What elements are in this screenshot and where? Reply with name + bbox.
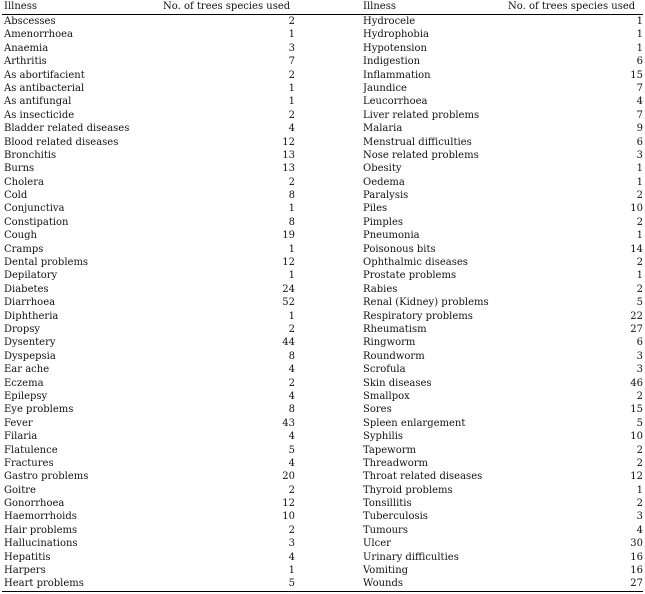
illness-table xyxy=(2,0,643,592)
illness-name-left: Fever xyxy=(4,417,33,429)
table-row xyxy=(2,95,643,108)
species-count-right: 3 xyxy=(636,364,643,376)
species-count-right: 1 xyxy=(636,484,643,496)
species-count-right: 2 xyxy=(636,216,643,228)
species-count-left: 1 xyxy=(288,96,295,108)
species-count-right: 22 xyxy=(630,310,643,322)
species-count-right: 7 xyxy=(636,82,643,94)
species-count-right: 1 xyxy=(636,29,643,41)
species-count-left: 4 xyxy=(288,457,295,469)
species-count-left: 4 xyxy=(288,123,295,135)
illness-name-right: Tonsillitis xyxy=(363,498,412,510)
header-count-right: No. of trees species used xyxy=(508,1,636,12)
species-count-left: 8 xyxy=(288,190,295,202)
table-row xyxy=(2,577,643,590)
header-illness-left: Illness xyxy=(4,1,37,12)
illness-name-right: Renal (Kidney) problems xyxy=(363,297,489,309)
illness-name-left: Cold xyxy=(4,190,28,202)
species-count-right: 1 xyxy=(636,16,643,27)
table-row xyxy=(2,202,643,215)
species-count-right: 1 xyxy=(636,176,643,188)
table-row xyxy=(2,417,643,430)
illness-name-right: Indigestion xyxy=(363,56,421,68)
illness-name-right: Threadworm xyxy=(363,457,429,469)
species-count-left: 3 xyxy=(288,538,295,550)
illness-name-left: Dysentery xyxy=(4,337,56,349)
illness-name-left: Hair problems xyxy=(4,524,78,536)
illness-name-right: Ringworm xyxy=(363,337,416,349)
header-count-left: No. of trees species used xyxy=(163,1,291,12)
illness-name-right: Ophthalmic diseases xyxy=(363,257,468,269)
species-count-left: 2 xyxy=(288,524,295,536)
species-count-right: 1 xyxy=(636,42,643,54)
species-count-left: 4 xyxy=(288,390,295,402)
table-row xyxy=(2,323,643,336)
species-count-left: 2 xyxy=(288,69,295,81)
illness-name-right: Leucorrhoea xyxy=(363,96,428,108)
illness-name-right: Pimples xyxy=(363,216,404,228)
species-count-right: 15 xyxy=(630,69,643,81)
table-row xyxy=(2,524,643,537)
illness-name-right: Pneumonia xyxy=(363,230,420,242)
species-count-left: 13 xyxy=(282,163,295,175)
table-row xyxy=(2,162,643,175)
table-row xyxy=(2,216,643,229)
table-row xyxy=(2,42,643,55)
table-row xyxy=(2,564,643,577)
illness-name-right: Ulcer xyxy=(363,538,391,550)
illness-name-right: Rabies xyxy=(363,283,398,295)
table-row xyxy=(2,457,643,470)
table-row xyxy=(2,55,643,68)
species-count-left: 2 xyxy=(288,484,295,496)
illness-name-left: Cramps xyxy=(4,243,44,255)
illness-name-right: Paralysis xyxy=(363,190,409,202)
illness-name-right: Syphilis xyxy=(363,431,404,443)
illness-name-left: Diarrhoea xyxy=(4,297,56,309)
illness-name-right: Liver related problems xyxy=(363,109,480,121)
illness-name-right: Hypotension xyxy=(363,42,427,54)
species-count-right: 6 xyxy=(636,56,643,68)
species-count-left: 44 xyxy=(282,337,295,349)
species-count-left: 12 xyxy=(282,136,295,148)
species-count-left: 8 xyxy=(288,350,295,362)
illness-name-left: Depilatory xyxy=(4,270,58,282)
illness-name-left: Gastro problems xyxy=(4,471,89,483)
species-count-left: 2 xyxy=(288,109,295,121)
illness-name-left: Eye problems xyxy=(4,404,74,416)
illness-name-right: Jaundice xyxy=(363,82,407,94)
table-row xyxy=(2,350,643,363)
illness-name-left: As abortifacient xyxy=(4,69,85,81)
illness-name-left: Eczema xyxy=(4,377,44,389)
species-count-right: 16 xyxy=(630,551,643,563)
illness-name-left: Cholera xyxy=(4,176,44,188)
illness-name-right: Piles xyxy=(363,203,388,215)
illness-name-right: Tumours xyxy=(363,524,408,536)
table-row xyxy=(2,256,643,269)
illness-name-left: Dyspepsia xyxy=(4,350,56,362)
species-count-left: 2 xyxy=(288,16,295,27)
illness-name-right: Smallpox xyxy=(363,390,410,402)
illness-name-right: Malaria xyxy=(363,123,403,135)
table-row xyxy=(2,269,643,282)
table-row xyxy=(2,189,643,202)
illness-name-left: As antibacterial xyxy=(4,82,85,94)
illness-name-right: Inflammation xyxy=(363,69,431,81)
illness-name-right: Tuberculosis xyxy=(363,511,428,523)
illness-name-right: Nose related problems xyxy=(363,149,479,161)
illness-name-left: Bladder related diseases xyxy=(4,123,130,135)
species-count-left: 4 xyxy=(288,431,295,443)
illness-name-left: Diabetes xyxy=(4,283,49,295)
illness-name-left: Fractures xyxy=(4,457,54,469)
species-count-right: 4 xyxy=(636,524,643,536)
species-count-left: 2 xyxy=(288,176,295,188)
table-row xyxy=(2,470,643,483)
species-count-right: 10 xyxy=(630,431,643,443)
species-count-right: 3 xyxy=(636,149,643,161)
table-row xyxy=(2,229,643,242)
species-count-left: 4 xyxy=(288,364,295,376)
species-count-right: 2 xyxy=(636,444,643,456)
illness-name-left: Amenorrhoea xyxy=(4,29,73,41)
table-row xyxy=(2,109,643,122)
illness-name-right: Vomiting xyxy=(363,565,409,577)
species-count-right: 14 xyxy=(630,243,643,255)
illness-name-right: Prostate problems xyxy=(363,270,457,282)
species-count-left: 19 xyxy=(282,230,295,242)
illness-name-right: Obesity xyxy=(363,163,402,175)
header-illness-right: Illness xyxy=(363,1,396,12)
species-count-left: 2 xyxy=(288,323,295,335)
illness-name-right: Tapeworm xyxy=(363,444,417,456)
table-row xyxy=(2,537,643,550)
illness-name-left: Arthritis xyxy=(4,56,47,68)
species-count-right: 1 xyxy=(636,270,643,282)
illness-name-left: Ear ache xyxy=(4,364,50,376)
illness-name-left: Blood related diseases xyxy=(4,136,119,148)
species-count-right: 9 xyxy=(636,123,643,135)
species-count-right: 2 xyxy=(636,190,643,202)
illness-name-right: Hydrocele xyxy=(363,16,416,27)
species-count-left: 5 xyxy=(288,444,295,456)
illness-name-right: Sores xyxy=(363,404,392,416)
species-count-right: 6 xyxy=(636,337,643,349)
table-row xyxy=(2,484,643,497)
illness-name-left: Haemorrhoids xyxy=(4,511,77,523)
illness-name-right: Thyroid problems xyxy=(363,484,453,496)
table-row xyxy=(2,310,643,323)
species-count-left: 1 xyxy=(288,310,295,322)
table-row xyxy=(2,363,643,376)
species-count-left: 1 xyxy=(288,243,295,255)
table-row xyxy=(2,430,643,443)
table-row xyxy=(2,510,643,523)
species-count-left: 1 xyxy=(288,29,295,41)
species-count-left: 4 xyxy=(288,551,295,563)
table-body xyxy=(2,15,643,591)
table-row xyxy=(2,82,643,95)
species-count-right: 10 xyxy=(630,203,643,215)
illness-name-right: Wounds xyxy=(363,578,404,590)
illness-name-right: Respiratory problems xyxy=(363,310,473,322)
species-count-left: 20 xyxy=(282,471,295,483)
species-count-left: 8 xyxy=(288,216,295,228)
illness-name-left: Cough xyxy=(4,230,37,242)
species-count-left: 1 xyxy=(288,82,295,94)
species-count-left: 10 xyxy=(282,511,295,523)
species-count-right: 2 xyxy=(636,257,643,269)
table-row xyxy=(2,136,643,149)
species-count-right: 15 xyxy=(630,404,643,416)
species-count-right: 2 xyxy=(636,283,643,295)
table-row xyxy=(2,390,643,403)
illness-name-right: Roundworm xyxy=(363,350,425,362)
species-count-left: 8 xyxy=(288,404,295,416)
table-row xyxy=(2,15,643,28)
illness-name-right: Menstrual difficulties xyxy=(363,136,472,148)
illness-name-right: Urinary difficulties xyxy=(363,551,459,563)
illness-name-right: Poisonous bits xyxy=(363,243,436,255)
illness-name-left: Burns xyxy=(4,163,35,175)
species-count-left: 1 xyxy=(288,203,295,215)
species-count-right: 7 xyxy=(636,109,643,121)
table-row xyxy=(2,551,643,564)
species-count-left: 13 xyxy=(282,149,295,161)
table-row xyxy=(2,377,643,390)
table-row xyxy=(2,444,643,457)
illness-name-right: Scrofula xyxy=(363,364,406,376)
table-row xyxy=(2,69,643,82)
species-count-left: 5 xyxy=(288,578,295,590)
table-row xyxy=(2,336,643,349)
species-count-left: 7 xyxy=(288,56,295,68)
species-count-right: 12 xyxy=(630,471,643,483)
species-count-right: 2 xyxy=(636,390,643,402)
species-count-right: 2 xyxy=(636,457,643,469)
species-count-right: 5 xyxy=(636,297,643,309)
illness-name-left: Epilepsy xyxy=(4,390,48,402)
illness-name-left: Conjunctiva xyxy=(4,203,65,215)
illness-name-left: Harpers xyxy=(4,565,46,577)
illness-name-right: Oedema xyxy=(363,176,405,188)
species-count-right: 1 xyxy=(636,163,643,175)
illness-name-left: Goitre xyxy=(4,484,36,496)
table-row xyxy=(2,122,643,135)
bottom-rule xyxy=(2,591,643,592)
illness-name-left: Heart problems xyxy=(4,578,84,590)
species-count-right: 27 xyxy=(630,323,643,335)
table-row xyxy=(2,176,643,189)
illness-name-left: Anaemia xyxy=(4,42,49,54)
illness-name-left: Filaria xyxy=(4,431,38,443)
table-row xyxy=(2,283,643,296)
species-count-left: 1 xyxy=(288,270,295,282)
species-count-right: 46 xyxy=(630,377,643,389)
species-count-left: 3 xyxy=(288,42,295,54)
table-row xyxy=(2,149,643,162)
species-count-right: 3 xyxy=(636,511,643,523)
species-count-right: 4 xyxy=(636,96,643,108)
table-row xyxy=(2,243,643,256)
illness-name-left: Gonorrhoea xyxy=(4,498,65,510)
table-row xyxy=(2,403,643,416)
illness-name-right: Rheumatism xyxy=(363,323,427,335)
species-count-left: 52 xyxy=(282,297,295,309)
illness-name-left: As antifungal xyxy=(4,96,72,108)
illness-name-left: Dental problems xyxy=(4,257,89,269)
illness-name-left: Bronchitis xyxy=(4,149,57,161)
species-count-right: 5 xyxy=(636,417,643,429)
species-count-right: 1 xyxy=(636,230,643,242)
species-count-right: 2 xyxy=(636,498,643,510)
species-count-right: 3 xyxy=(636,350,643,362)
illness-name-left: Hallucinations xyxy=(4,538,78,550)
species-count-left: 12 xyxy=(282,498,295,510)
table-row xyxy=(2,497,643,510)
species-count-left: 24 xyxy=(282,283,295,295)
species-count-right: 27 xyxy=(630,578,643,590)
illness-name-left: Hepatitis xyxy=(4,551,51,563)
illness-name-right: Throat related diseases xyxy=(363,471,483,483)
illness-name-left: Diphtheria xyxy=(4,310,59,322)
species-count-right: 6 xyxy=(636,136,643,148)
species-count-left: 1 xyxy=(288,565,295,577)
illness-name-left: Constipation xyxy=(4,216,69,228)
species-count-right: 16 xyxy=(630,565,643,577)
illness-name-left: Dropsy xyxy=(4,323,41,335)
species-count-left: 12 xyxy=(282,257,295,269)
illness-name-left: Abscesses xyxy=(4,16,56,27)
illness-name-left: As insecticide xyxy=(4,109,75,121)
species-count-left: 43 xyxy=(282,417,295,429)
illness-name-right: Skin diseases xyxy=(363,377,432,389)
species-count-right: 30 xyxy=(630,538,643,550)
illness-name-right: Hydrophobia xyxy=(363,29,429,41)
illness-name-left: Flatulence xyxy=(4,444,58,456)
table-row xyxy=(2,296,643,309)
illness-name-right: Spleen enlargement xyxy=(363,417,466,429)
species-count-left: 2 xyxy=(288,377,295,389)
table-header xyxy=(2,0,643,14)
table-row xyxy=(2,28,643,41)
